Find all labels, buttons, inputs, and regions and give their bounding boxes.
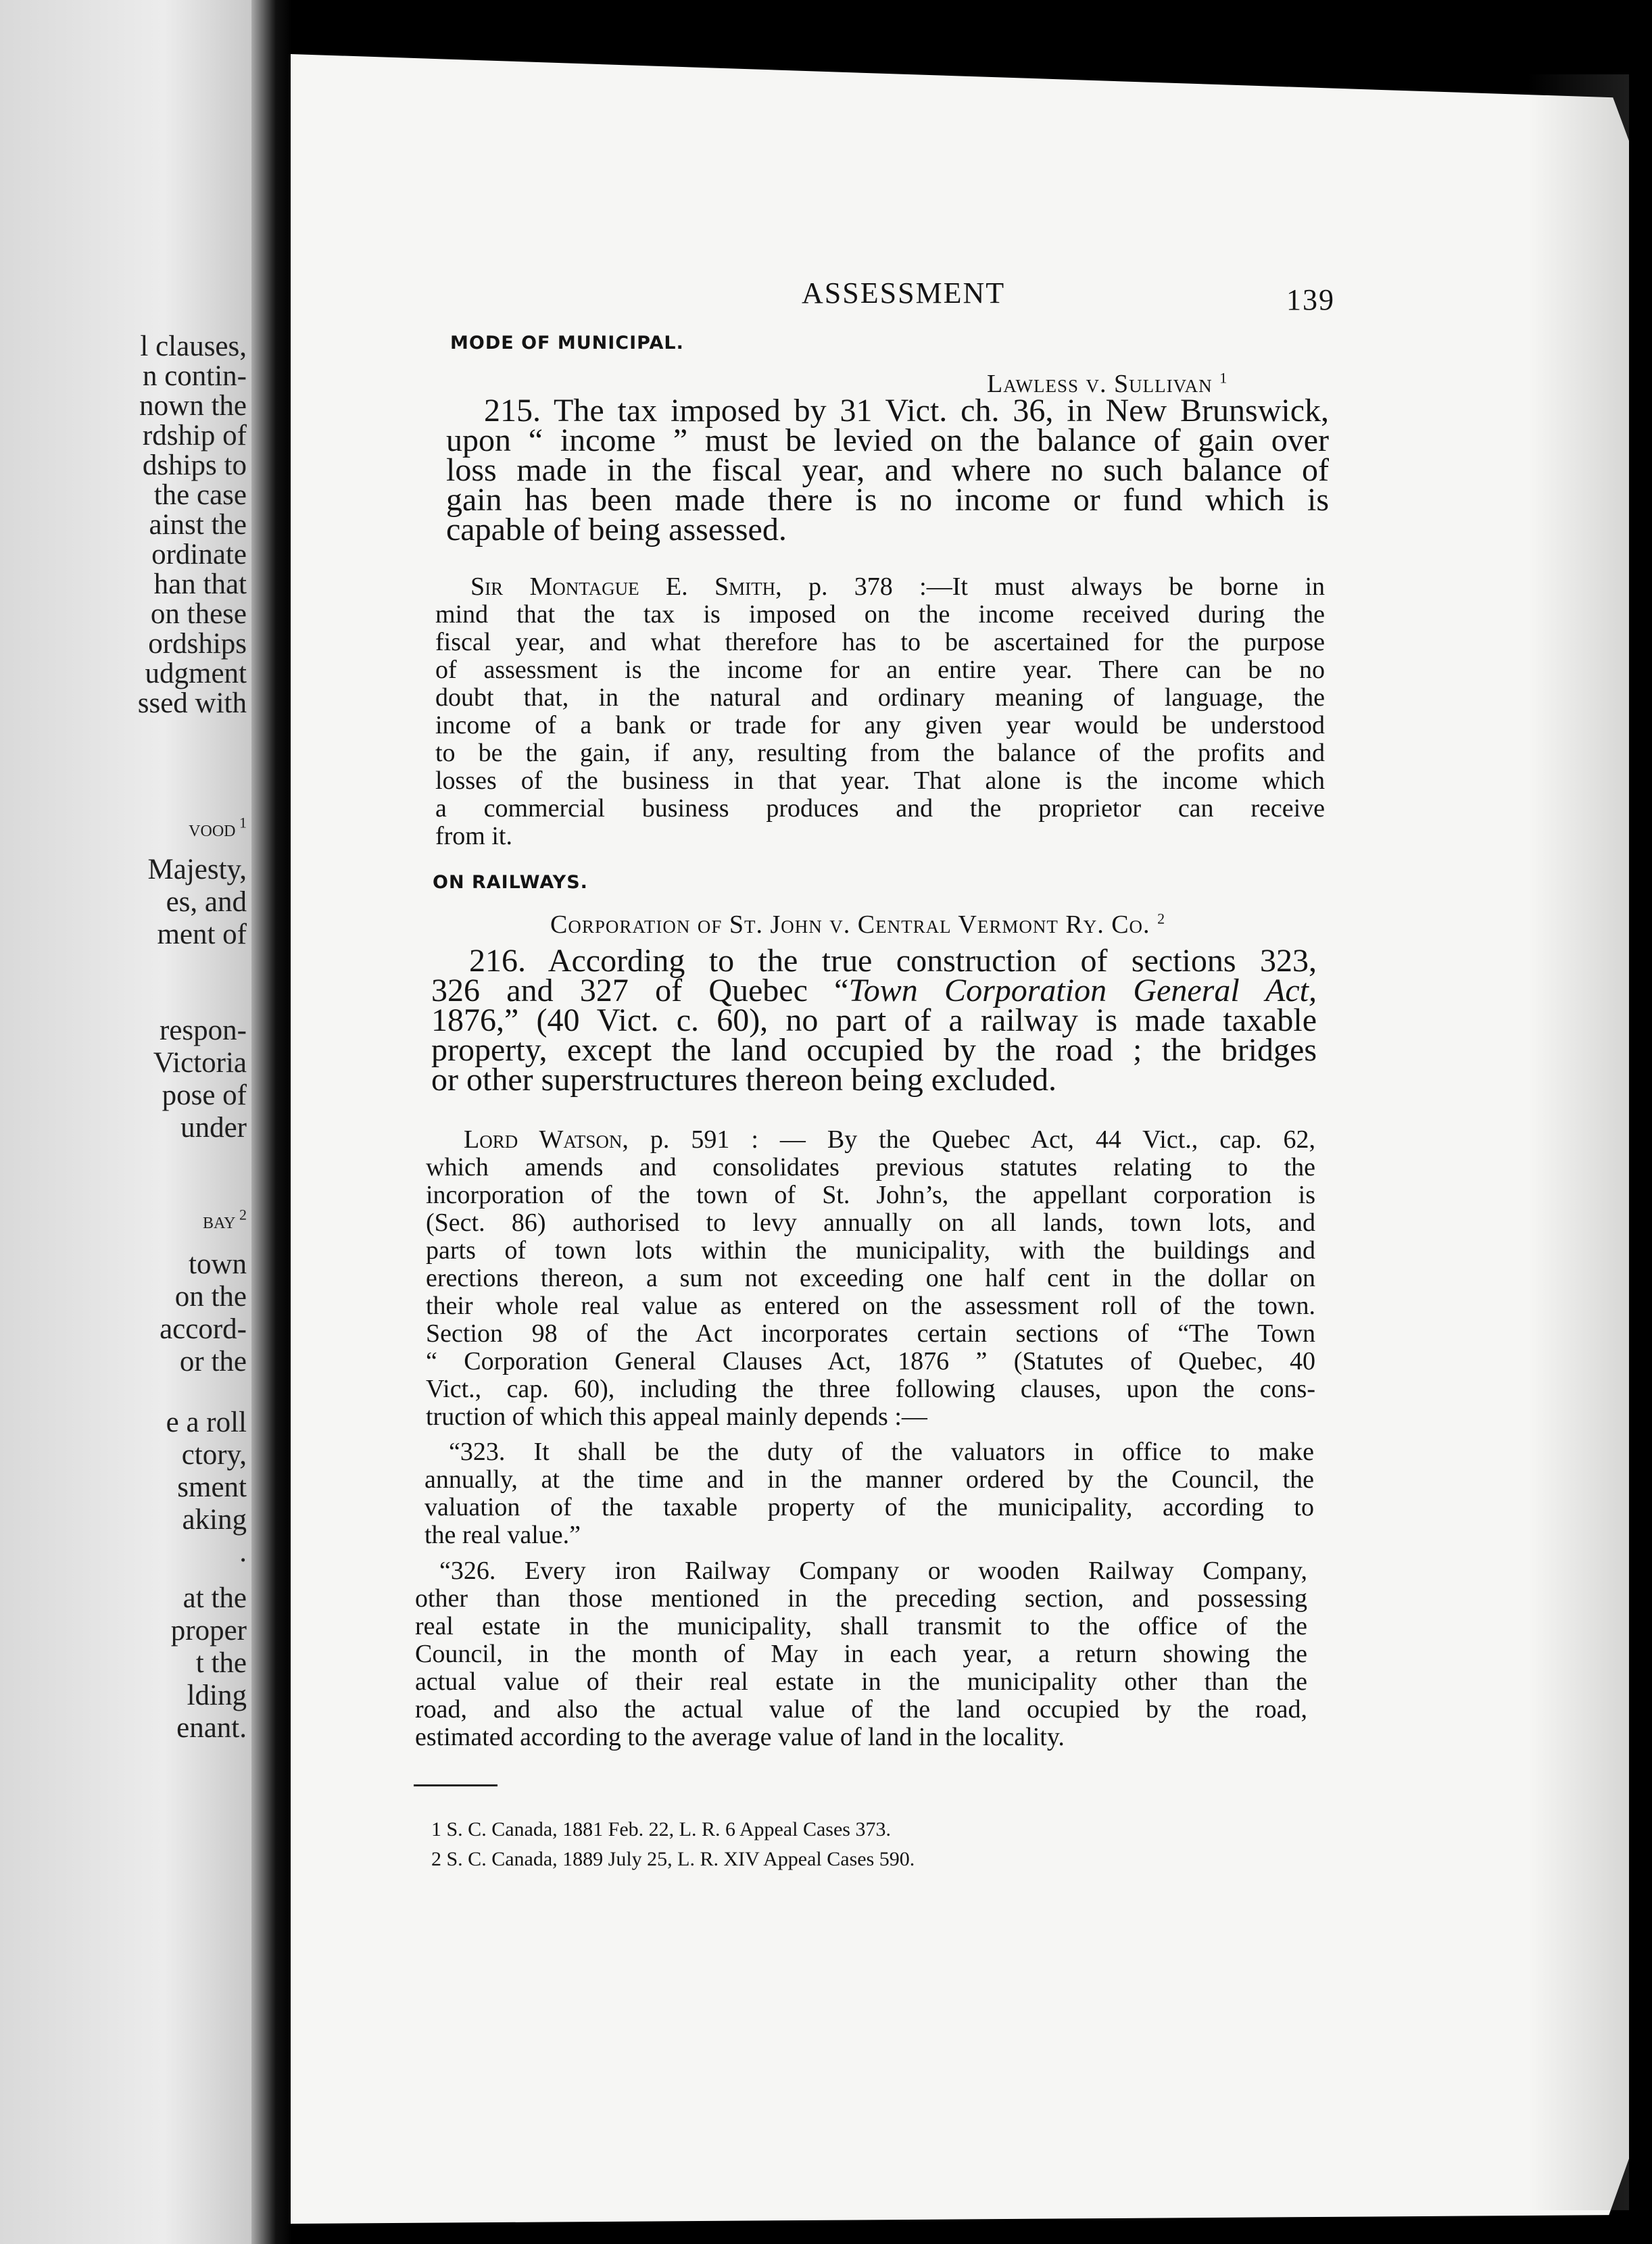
left-page-line: es, and	[166, 886, 247, 918]
smith-line: losses of the business in that year. That alone is the income which	[435, 766, 1325, 795]
left-page-line: .	[239, 1536, 247, 1568]
left-page-line: pose of	[162, 1079, 247, 1111]
watson-line: parts of town lots within the municipality, with the buildings and	[426, 1236, 1315, 1265]
left-page-line: aking	[182, 1504, 247, 1536]
left-page-line: the case	[153, 479, 247, 511]
left-page-line: ctory,	[181, 1439, 247, 1471]
left-page-line: ssed with	[137, 687, 247, 719]
clause-326	[415, 1557, 1307, 1751]
clause-323	[424, 1438, 1314, 1549]
left-page-line: ment of	[157, 919, 247, 950]
smith-line: a commercial business produces and the proprietor can receive	[435, 794, 1325, 823]
smith-line: from it.	[435, 822, 512, 850]
watson-line: erections thereon, a sum not exceeding one half cent in the dollar on	[426, 1264, 1315, 1292]
left-page-line: nown the	[139, 390, 247, 422]
case-title: Lawless v. Sullivan	[987, 370, 1213, 398]
watson-line: (Sect. 86) authorised to levy annually on all lands, town lots, and	[426, 1209, 1315, 1237]
smith-line: mind that the tax is imposed on the income received during the	[435, 600, 1325, 629]
left-page-line: on these	[150, 598, 247, 630]
left-page-case-text: bay	[203, 1209, 236, 1234]
left-page-case-text: vood	[189, 816, 236, 842]
clause-326-line: estimated according to the average value of land in the locality.	[415, 1723, 1065, 1751]
watson-judgment-extract	[426, 1126, 1315, 1431]
footnote-2: 2 S. C. Canada, 1889 July 25, L. R. XIV Appeal Cases 590.	[431, 1848, 915, 1870]
left-page-line: l clauses,	[140, 331, 247, 362]
para-215-line: upon “ income ” must be levied on the balance of gain over	[446, 422, 1329, 458]
left-page-line: proper	[170, 1615, 247, 1647]
clause-326-line: real estate in the municipality, shall transmit to the office of the	[415, 1612, 1307, 1640]
left-page-line: ordinate	[151, 539, 247, 570]
para-215-line: gain has been made there is no income or fund which is	[446, 482, 1329, 518]
running-header: ASSESSMENT	[802, 276, 1006, 310]
para-216-line: 216. According to the true construction of sections 323,	[469, 943, 1317, 979]
left-page-line: accord-	[160, 1313, 247, 1345]
left-page-line: e a roll	[166, 1407, 247, 1438]
watson-line: “ Corporation General Clauses Act, 1876 ” (Statutes of Quebec, 40	[426, 1347, 1315, 1375]
watson-line	[426, 1126, 1315, 1154]
left-page-line: n contin-	[142, 360, 247, 392]
clause-323-line: “323. It shall be the duty of the valuators in office to make	[449, 1438, 1314, 1466]
left-page-line: town	[189, 1248, 247, 1280]
smith-line: of assessment is the income for an entire year. There can be no	[435, 656, 1325, 684]
watson-line: Vict., cap. 60), including the three following clauses, upon the cons-	[426, 1375, 1315, 1403]
smith-line	[435, 573, 1325, 601]
sidenote-mode-of-municipal: MODE OF MUNICIPAL.	[450, 333, 684, 353]
left-page-line: ainst the	[149, 509, 247, 541]
page-edge-shadow	[1528, 74, 1629, 2210]
left-page-line: Majesty,	[147, 854, 247, 885]
para-216-text: 326 and 327 of Quebec “	[431, 973, 849, 1008]
left-page-line: lding	[187, 1680, 247, 1711]
smith-line-text: , p. 378 :—It must always be borne in	[775, 572, 1325, 601]
watson-line: incorporation of the town of St. John’s, the appellant corporation is	[426, 1181, 1315, 1209]
para-215-line: 215. The tax imposed by 31 Vict. ch. 36, in New Brunswick,	[484, 393, 1329, 429]
left-page-case-fragment	[189, 816, 247, 842]
smith-line: income of a bank or trade for any given year would be understood	[435, 711, 1325, 739]
watson-line: truction of which this appeal mainly depends :—	[426, 1402, 927, 1431]
smith-line: to be the gain, if any, resulting from the balance of the profits and	[435, 739, 1325, 767]
paragraph-216	[431, 943, 1317, 1098]
clause-326-line: other than those mentioned in the preceding section, and possessing	[415, 1584, 1307, 1613]
smith-line: doubt that, in the natural and ordinary meaning of language, the	[435, 683, 1325, 712]
left-page-case-fragment	[203, 1206, 247, 1234]
page-number: 139	[1286, 283, 1335, 316]
watson-line: which amends and consolidates previous statutes relating to the	[426, 1153, 1315, 1181]
left-page-line: udgment	[145, 658, 247, 689]
watson-line: Section 98 of the Act incorporates certain sections of “The Town	[426, 1319, 1315, 1348]
book-gutter	[251, 0, 292, 2244]
left-page-line: or the	[179, 1346, 247, 1377]
para-216-line: or other superstructures thereon being excluded.	[431, 1062, 1057, 1098]
left-page-line: enant.	[176, 1712, 247, 1744]
left-page-line: on the	[174, 1281, 247, 1313]
left-page-line: t the	[195, 1647, 247, 1679]
clause-326-line: actual value of their real estate in the municipality other than the	[415, 1667, 1307, 1696]
smith-line: fiscal year, and what therefore has to be ascertained for the purpose	[435, 628, 1325, 656]
watson-line-text: , p. 591 : — By the Quebec Act, 44 Vict., cap. 62,	[622, 1125, 1315, 1154]
footnote-rule	[414, 1784, 497, 1786]
left-page-line: Victoria	[153, 1047, 247, 1079]
footnote-1: 1 S. C. Canada, 1881 Feb. 22, L. R. 6 Appeal Cases 373.	[431, 1818, 891, 1840]
para-216-line	[431, 973, 1317, 1008]
left-page-line: under	[180, 1112, 247, 1144]
case-title: Corporation of St. John v. Central Vermont Ry. Co.	[550, 910, 1150, 939]
act-title: Town Corporation General Act,	[848, 973, 1317, 1008]
clause-326-line: road, and also the actual value of the land occupied by the road,	[415, 1695, 1307, 1724]
para-215-line: capable of being assessed.	[446, 512, 787, 547]
footnote-ref: 2	[1157, 910, 1166, 927]
paragraph-215	[446, 393, 1329, 547]
speaker-name: Sir Montague E. Smith	[470, 572, 776, 601]
clause-323-line: the real value.”	[424, 1521, 581, 1549]
watson-line: their whole real value as entered on the assessment roll of the town.	[426, 1292, 1315, 1320]
footnote-ref: 1	[1219, 369, 1228, 387]
left-page-line: rdship of	[142, 420, 247, 452]
left-page-line: sment	[177, 1471, 247, 1503]
footnote-ref: 2	[235, 1206, 247, 1223]
left-page-line: respon-	[160, 1015, 247, 1046]
sidenote-on-railways: ON RAILWAYS.	[433, 872, 588, 893]
footnote-ref: 1	[235, 814, 247, 831]
clause-323-line: valuation of the taxable property of the municipality, according to	[424, 1493, 1314, 1521]
left-page-line: dships to	[142, 449, 247, 481]
para-216-line: 1876,” (40 Vict. c. 60), no part of a railway is made taxable	[431, 1002, 1317, 1038]
clause-323-line: annually, at the time and in the manner ordered by the Council, the	[424, 1465, 1314, 1494]
para-215-line: loss made in the fiscal year, and where no such balance of	[446, 452, 1329, 488]
left-page-line: ordships	[148, 628, 247, 660]
clause-326-line: Council, in the month of May in each year, a return showing the	[415, 1640, 1307, 1668]
case-heading-st-john	[550, 910, 1165, 940]
speaker-name: Lord Watson	[464, 1125, 623, 1154]
smith-judgment-extract	[435, 573, 1325, 850]
left-facing-page	[0, 0, 274, 2244]
clause-326-line: “326. Every iron Railway Company or wooden Railway Company,	[439, 1557, 1307, 1585]
para-216-line: property, except the land occupied by the road ; the bridges	[431, 1032, 1317, 1068]
left-page-line: han that	[153, 568, 247, 600]
left-page-line: at the	[183, 1582, 247, 1614]
